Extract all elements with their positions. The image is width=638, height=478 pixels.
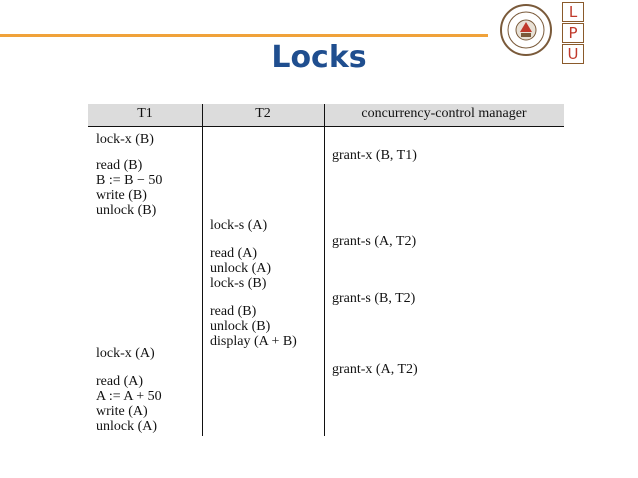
t2-line: lock-s (A): [210, 218, 268, 233]
brand-letter-l: L: [562, 2, 584, 22]
t1-line: read (A): [96, 374, 144, 389]
t2-line: read (B): [210, 304, 257, 319]
t2-line: lock-s (B): [210, 276, 267, 291]
t1-line: B := B − 50: [96, 173, 163, 188]
t1-line: A := A + 50: [96, 389, 162, 404]
t1-line: write (B): [96, 188, 147, 203]
t1-line: lock-x (A): [96, 346, 155, 361]
header-t2: T2: [255, 106, 271, 121]
table-header: [88, 104, 564, 127]
header-t1: T1: [137, 106, 153, 121]
t2-line: display (A + B): [210, 334, 297, 349]
t1-line: lock-x (B): [96, 132, 154, 147]
brand-letter-u: U: [562, 44, 584, 64]
page-title: Locks: [271, 40, 367, 75]
ccm-line: grant-x (A, T2): [332, 362, 418, 377]
t1-line: unlock (A): [96, 419, 158, 434]
ccm-line: grant-s (B, T2): [332, 291, 416, 306]
t1-line: read (B): [96, 158, 143, 173]
header-concurrency-control-manager: concurrency-control manager: [361, 106, 527, 121]
t2-line: unlock (A): [210, 261, 272, 276]
column-divider-2: [324, 104, 325, 436]
t1-line: write (A): [96, 404, 148, 419]
t2-line: unlock (B): [210, 319, 271, 334]
brand-letter-p: P: [562, 23, 584, 43]
lock-schedule-table: [88, 104, 564, 436]
t1-line: unlock (B): [96, 203, 157, 218]
t2-line: read (A): [210, 246, 258, 261]
header-accent-line: [0, 34, 488, 37]
ccm-line: grant-s (A, T2): [332, 234, 417, 249]
column-divider-1: [202, 104, 203, 436]
ccm-line: grant-x (B, T1): [332, 148, 417, 163]
